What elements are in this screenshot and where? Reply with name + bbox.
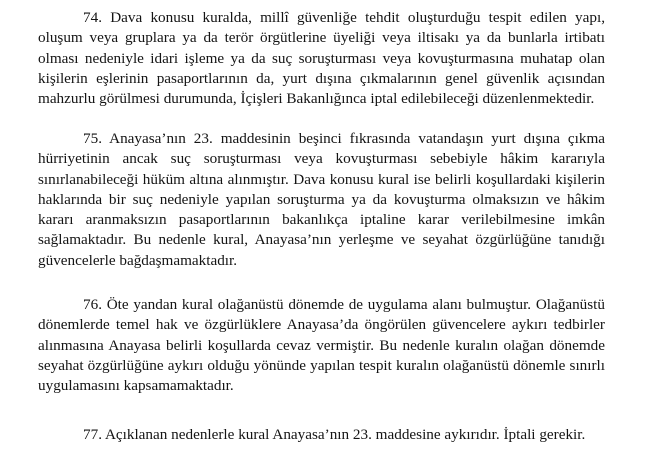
paragraph-75: 75. Anayasa’nın 23. maddesinin beşinci fıkrasında vatandaşın yurt dışına çıkma hürriyetinin ancak suç soruşturması veya kovuşturması sebebiyle hâkim kararıyla sınırlanabileceği hüküm altına alınmıştır. Dava konusu kural ise belirli koşullardaki kişilerin haklarında bir suç nedeniyle yapılan soruşturma ya da kovuşturma olmaksızın ve hâkim kararı aranmaksızın pasaportlarının bakanlıkça iptaline karar verilebilmesine imkân sağlamaktadır. Bu nedenle kural, Anayasa’nın yerleşme ve seyahat özgürlüğüne tanıdığı güvencelerle bağdaşmamaktadır. bbox=[38, 130, 605, 269]
paragraph-77: 77. Açıklanan nedenlerle kural Anayasa’nın 23. maddesine aykırıdır. İptali gerekir. bbox=[83, 426, 586, 443]
paragraph-74: 74. Dava konusu kuralda, millî güvenliğe tehdit oluşturduğu tespit edilen yapı, oluşum veya gruplara ya da terör örgütlerine üyeliği veya iltisakı ya da bunlarla irtibatı olması nedeniyle idari işleme ya da suç soruşturması veya kovuşturmasına muhatap olan kişilerin eşlerinin pasaportlarının da, yurt dışına çıkmalarının genel güvenlik açısından mahzurlu görülmesi durumunda, İçişleri Bakanlığınca iptal edilebileceği düzenlenmektedir. bbox=[38, 9, 605, 108]
paragraph-76: 76. Öte yandan kural olağanüstü dönemde de uygulama alanı bulmuştur. Olağanüstü dönemlerde temel hak ve özgürlüklere Anayasa’da öngörülen güvencelere aykırı tedbirler alınmasına Anayasa belirli koşullarda cevaz vermiştir. Bu nedenle kuralın olağan dönemde seyahat özgürlüğüne aykırı olduğu yönünde yapılan tespit kuralın olağanüstü dönemle sınırlı uygulamasını kapsamamaktadır. bbox=[38, 296, 605, 395]
